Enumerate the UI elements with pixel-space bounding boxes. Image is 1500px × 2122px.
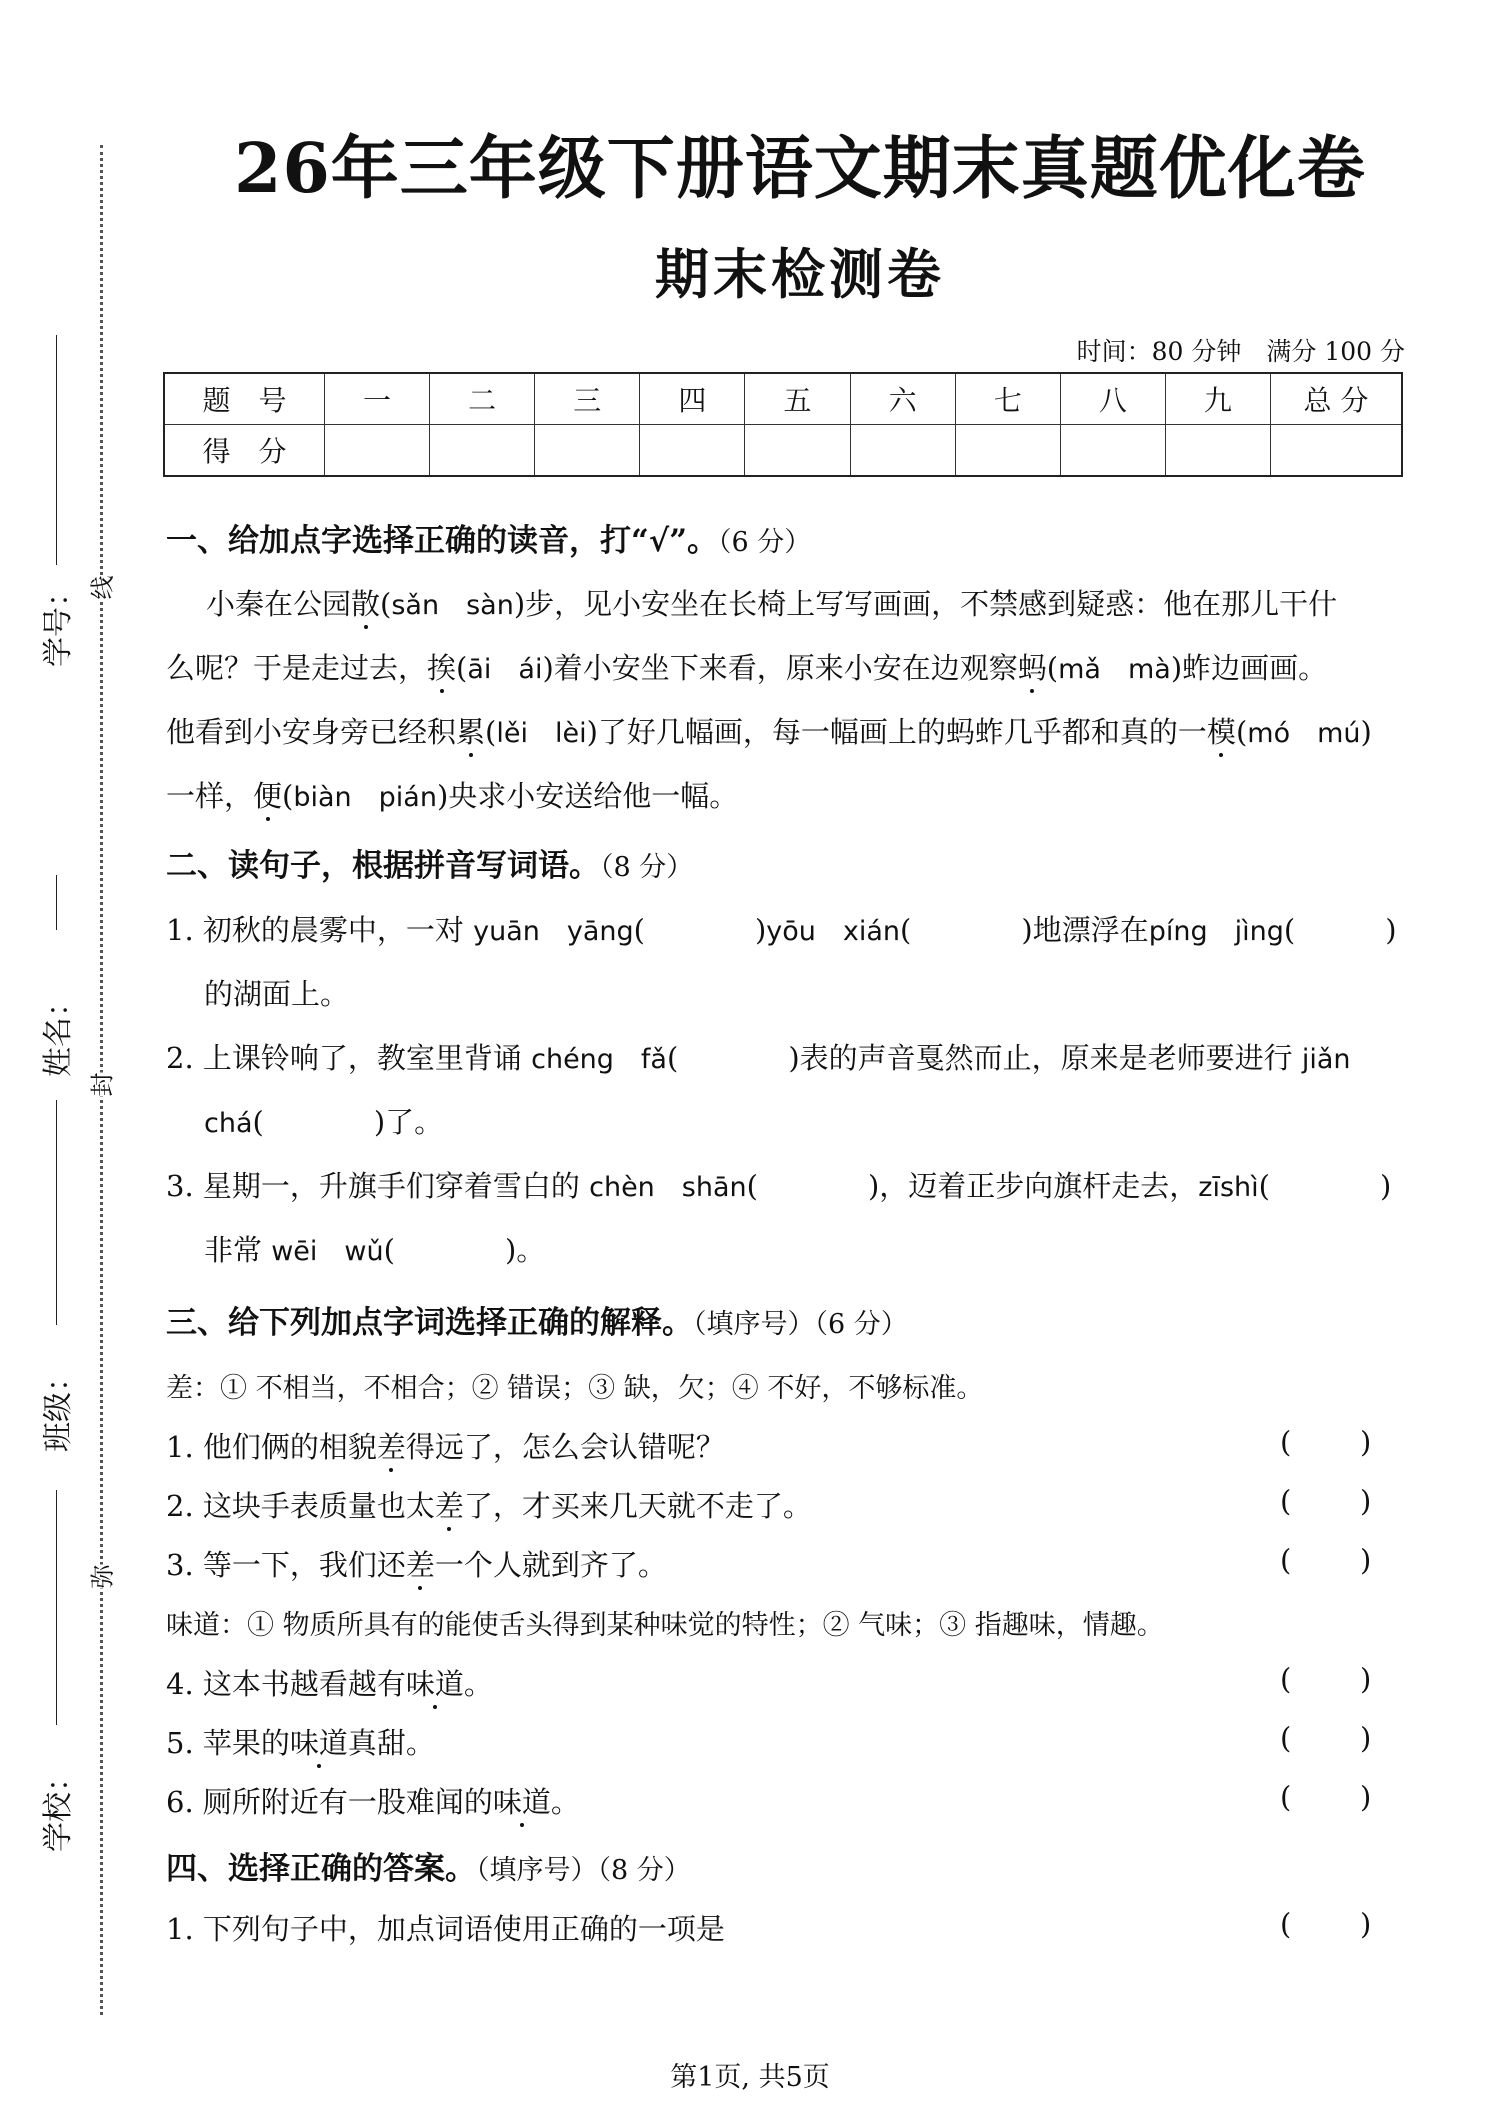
text: )步，见小安坐在长椅上写写画画，不禁感到疑惑：他在那儿干什 — [513, 587, 1338, 621]
text: 非常 — [204, 1233, 272, 1267]
dotted-char: 差 — [405, 1548, 435, 1582]
s3-definition-cha: 差：① 不相当，不相合；② 错误；③ 缺，欠；④ 不好，不够标准。 — [166, 1373, 984, 1404]
text: ( — [633, 913, 645, 947]
text: 1. 初秋的晨雾中，一对 — [166, 913, 474, 947]
pinyin-options: biàn pián — [293, 782, 437, 813]
section-3-heading: 三、给下列加点字词选择正确的解释。 — [166, 1305, 693, 1341]
text: ( — [252, 1105, 264, 1139]
answer-paren[interactable] — [1280, 1721, 1372, 1755]
s2-q2-line-2 — [204, 1100, 443, 1141]
pinyin: chèn shān — [589, 1172, 747, 1203]
text: )着小安坐下来看，原来小安在边观察 — [542, 651, 1018, 685]
s2-q1-line-1 — [166, 908, 1397, 949]
text: 3. 星期一，升旗手们穿着雪白的 — [166, 1169, 590, 1203]
paren-close: ) — [1360, 1662, 1372, 1696]
text: 真甜。 — [347, 1726, 435, 1760]
paren-open: ( — [1280, 1780, 1292, 1814]
section-4-heading: 四、选择正确的答案。 — [166, 1851, 476, 1887]
s3-question-5 — [166, 1721, 435, 1762]
name-line — [56, 1100, 57, 1325]
text: 2. 这块手表质量也太 — [166, 1489, 435, 1523]
dotted-char: 散 — [351, 587, 381, 621]
score-header-cell: 九 — [1165, 373, 1270, 425]
score-cell[interactable] — [850, 425, 955, 477]
student-id-label: 学号： — [41, 577, 76, 667]
dotted-char: 模 — [1206, 715, 1236, 749]
section-4-title — [166, 1843, 691, 1888]
paren-open: ( — [1280, 1907, 1292, 1941]
paren-close: ) — [1360, 1425, 1372, 1459]
text: ( — [666, 1041, 679, 1075]
text: )地漂浮在 — [1021, 913, 1149, 947]
text: 4. 这本书越看越有 — [166, 1667, 406, 1701]
cut-mark-seal: 封 — [81, 1073, 120, 1097]
pinyin: jiǎn — [1301, 1044, 1351, 1075]
answer-paren[interactable] — [1280, 1662, 1372, 1696]
text: )。 — [504, 1233, 546, 1267]
pinyin: wēi wǔ — [271, 1236, 384, 1267]
text: 一个人就到齐了。 — [434, 1548, 667, 1582]
school-label: 学校： — [41, 1762, 76, 1852]
s3-question-3 — [166, 1543, 667, 1584]
cut-mark-line: 线 — [81, 576, 120, 600]
text: 么呢？于是走过去， — [166, 651, 428, 685]
s3-question-2 — [166, 1484, 812, 1525]
text: ( — [1283, 913, 1296, 947]
text: 。 — [550, 1785, 580, 1819]
text: ( — [380, 587, 392, 621]
score-cell[interactable] — [535, 425, 640, 477]
text: )了好几幅画，每一幅画上的蚂蚱几乎都和真的一 — [586, 715, 1207, 749]
text: 5. 苹果的 — [166, 1726, 290, 1760]
pinyin: yuān yāng — [473, 916, 634, 947]
score-header-cell: 总 分 — [1271, 373, 1403, 425]
pinyin: chéng fǎ — [531, 1044, 667, 1075]
pinyin-options: lěi lèi — [496, 718, 587, 749]
pinyin: yōu xián — [766, 916, 901, 947]
s3-question-1 — [166, 1425, 725, 1466]
paren-open: ( — [1280, 1721, 1292, 1755]
score-header-cell: 五 — [745, 373, 850, 425]
score-table-score-row — [164, 425, 1402, 477]
text: )，迈着正步向旗杆走去， — [867, 1169, 1199, 1203]
s2-q3-line-2 — [204, 1228, 545, 1269]
section-2-title — [166, 840, 693, 885]
section-1-title — [166, 515, 811, 560]
dotted-word: 味道 — [289, 1726, 348, 1760]
text: 2. 上课铃响了，教室里背诵 — [166, 1041, 532, 1075]
score-header-cell: 六 — [850, 373, 955, 425]
paren-close: ) — [1360, 1543, 1372, 1577]
score-cell[interactable] — [325, 425, 430, 477]
answer-paren[interactable] — [1280, 1484, 1372, 1518]
dotted-char: 差 — [434, 1489, 464, 1523]
score-header-cell: 三 — [535, 373, 640, 425]
paren-open: ( — [1280, 1484, 1292, 1518]
s2-q2-line-1 — [166, 1036, 1351, 1077]
pinyin-options: mǎ mà — [1058, 654, 1171, 685]
time-and-score-info: 时间：80 分钟 满分 100 分 — [1076, 337, 1405, 366]
page-footer: 第1页, 共5页 — [670, 2062, 830, 2093]
text: ( — [383, 1233, 395, 1267]
section-2-points: （8 分） — [600, 852, 694, 883]
dotted-word: 味道 — [405, 1667, 464, 1701]
text: ( — [1258, 1169, 1270, 1203]
s3-question-6 — [166, 1780, 580, 1821]
answer-paren[interactable] — [1280, 1907, 1372, 1941]
paren-close: ) — [1360, 1780, 1372, 1814]
name-line-top — [56, 875, 57, 930]
page-subtitle: 期末检测卷 — [655, 242, 945, 306]
score-cell[interactable] — [430, 425, 535, 477]
text: ) — [754, 913, 767, 947]
text: 6. 厕所附近有一股难闻的 — [166, 1785, 493, 1819]
text: ( — [1046, 651, 1059, 685]
paren-open: ( — [1280, 1662, 1292, 1696]
paren-open: ( — [1280, 1425, 1292, 1459]
s2-q1-line-2: 的湖面上。 — [204, 977, 350, 1011]
score-header-cell: 一 — [325, 373, 430, 425]
score-header-cell: 七 — [955, 373, 1060, 425]
text: )蚱边画画。 — [1170, 651, 1328, 685]
dotted-char: 差 — [376, 1430, 406, 1464]
class-line — [56, 1490, 57, 1725]
text: 小秦在公园 — [206, 587, 352, 621]
s2-q3-line-1 — [166, 1164, 1391, 1205]
section-4-points: （填序号）（8 分） — [476, 1855, 691, 1886]
answer-paren[interactable] — [1280, 1543, 1372, 1577]
text: ) — [1385, 913, 1397, 947]
score-cell[interactable] — [1060, 425, 1165, 477]
pinyin: chá — [204, 1108, 253, 1139]
s1-line-2 — [166, 646, 1327, 687]
score-header-cell: 二 — [430, 373, 535, 425]
pinyin-options: mó mú — [1247, 718, 1361, 749]
score-cell[interactable] — [1165, 425, 1270, 477]
score-row-label: 得 分 — [164, 425, 325, 477]
paren-close: ) — [1360, 1907, 1372, 1941]
score-cell[interactable] — [955, 425, 1060, 477]
text: 3. 等一下，我们还 — [166, 1548, 406, 1582]
s1-line-3 — [166, 710, 1372, 751]
answer-paren[interactable] — [1280, 1425, 1372, 1459]
text: ( — [485, 715, 497, 749]
score-header-cell: 八 — [1060, 373, 1165, 425]
score-cell[interactable] — [1271, 425, 1403, 477]
text: 1. 他们俩的相貌 — [166, 1430, 377, 1464]
section-1-heading: 一、给加点字选择正确的读音，打“√”。 — [166, 523, 719, 559]
text: ) — [1360, 715, 1372, 749]
text: ( — [746, 1169, 758, 1203]
text: 了，才买来几天就不走了。 — [463, 1489, 812, 1523]
section-1-points: （6 分） — [718, 527, 812, 558]
text: 。 — [463, 1667, 493, 1701]
section-2-heading: 二、读句子，根据拼音写词语。 — [166, 848, 600, 884]
dotted-word: 味道 — [492, 1785, 551, 1819]
s1-line-1 — [206, 582, 1337, 623]
text: ( — [900, 913, 912, 947]
page-title: 26年三年级下册语文期末真题优化卷 — [234, 129, 1366, 209]
score-table — [163, 372, 1403, 477]
text: 一样， — [166, 779, 254, 813]
text: )了。 — [373, 1105, 444, 1139]
section-3-points: （填序号）（6 分） — [693, 1309, 908, 1340]
pinyin-options: āi ái — [467, 654, 543, 685]
text: 得远了，怎么会认错呢？ — [405, 1430, 725, 1464]
text: 他看到小安身旁已经积 — [166, 715, 457, 749]
score-header-cell: 四 — [640, 373, 745, 425]
pinyin: zīshì — [1198, 1172, 1259, 1203]
paren-close: ) — [1360, 1721, 1372, 1755]
s3-definition-weidao: 味道：① 物质所具有的能使舌头得到某种味觉的特性；② 气味；③ 指趣味，情趣。 — [166, 1610, 1164, 1641]
class-label: 班级： — [41, 1362, 76, 1452]
text: ( — [456, 651, 468, 685]
s1-line-4 — [166, 774, 738, 815]
dotted-char: 便 — [253, 779, 283, 813]
cut-mark-close: 弥 — [81, 1565, 120, 1589]
pinyin: píng jìng — [1148, 916, 1284, 947]
s3-question-4 — [166, 1662, 493, 1703]
dotted-char: 累 — [456, 715, 486, 749]
dotted-char: 挨 — [427, 651, 457, 685]
paren-open: ( — [1280, 1543, 1292, 1577]
score-table-header-row — [164, 373, 1402, 425]
text: ) — [1379, 1169, 1392, 1203]
s4-question-1: 1. 下列句子中，加点词语使用正确的一项是 — [166, 1912, 725, 1946]
student-id-line — [56, 335, 57, 565]
name-label: 姓名： — [41, 987, 76, 1077]
pinyin-options: sǎn sàn — [391, 590, 514, 621]
text: )央求小安送给他一幅。 — [436, 779, 739, 813]
score-cell[interactable] — [640, 425, 745, 477]
text: ( — [1235, 715, 1248, 749]
score-cell[interactable] — [745, 425, 850, 477]
text: ( — [282, 779, 294, 813]
text: )表的声音戛然而止，原来是老师要进行 — [788, 1041, 1302, 1075]
answer-paren[interactable] — [1280, 1780, 1372, 1814]
score-header-cell: 题 号 — [164, 373, 325, 425]
dotted-char: 蚂 — [1017, 651, 1047, 685]
section-3-title — [166, 1297, 908, 1342]
paren-close: ) — [1360, 1484, 1372, 1518]
